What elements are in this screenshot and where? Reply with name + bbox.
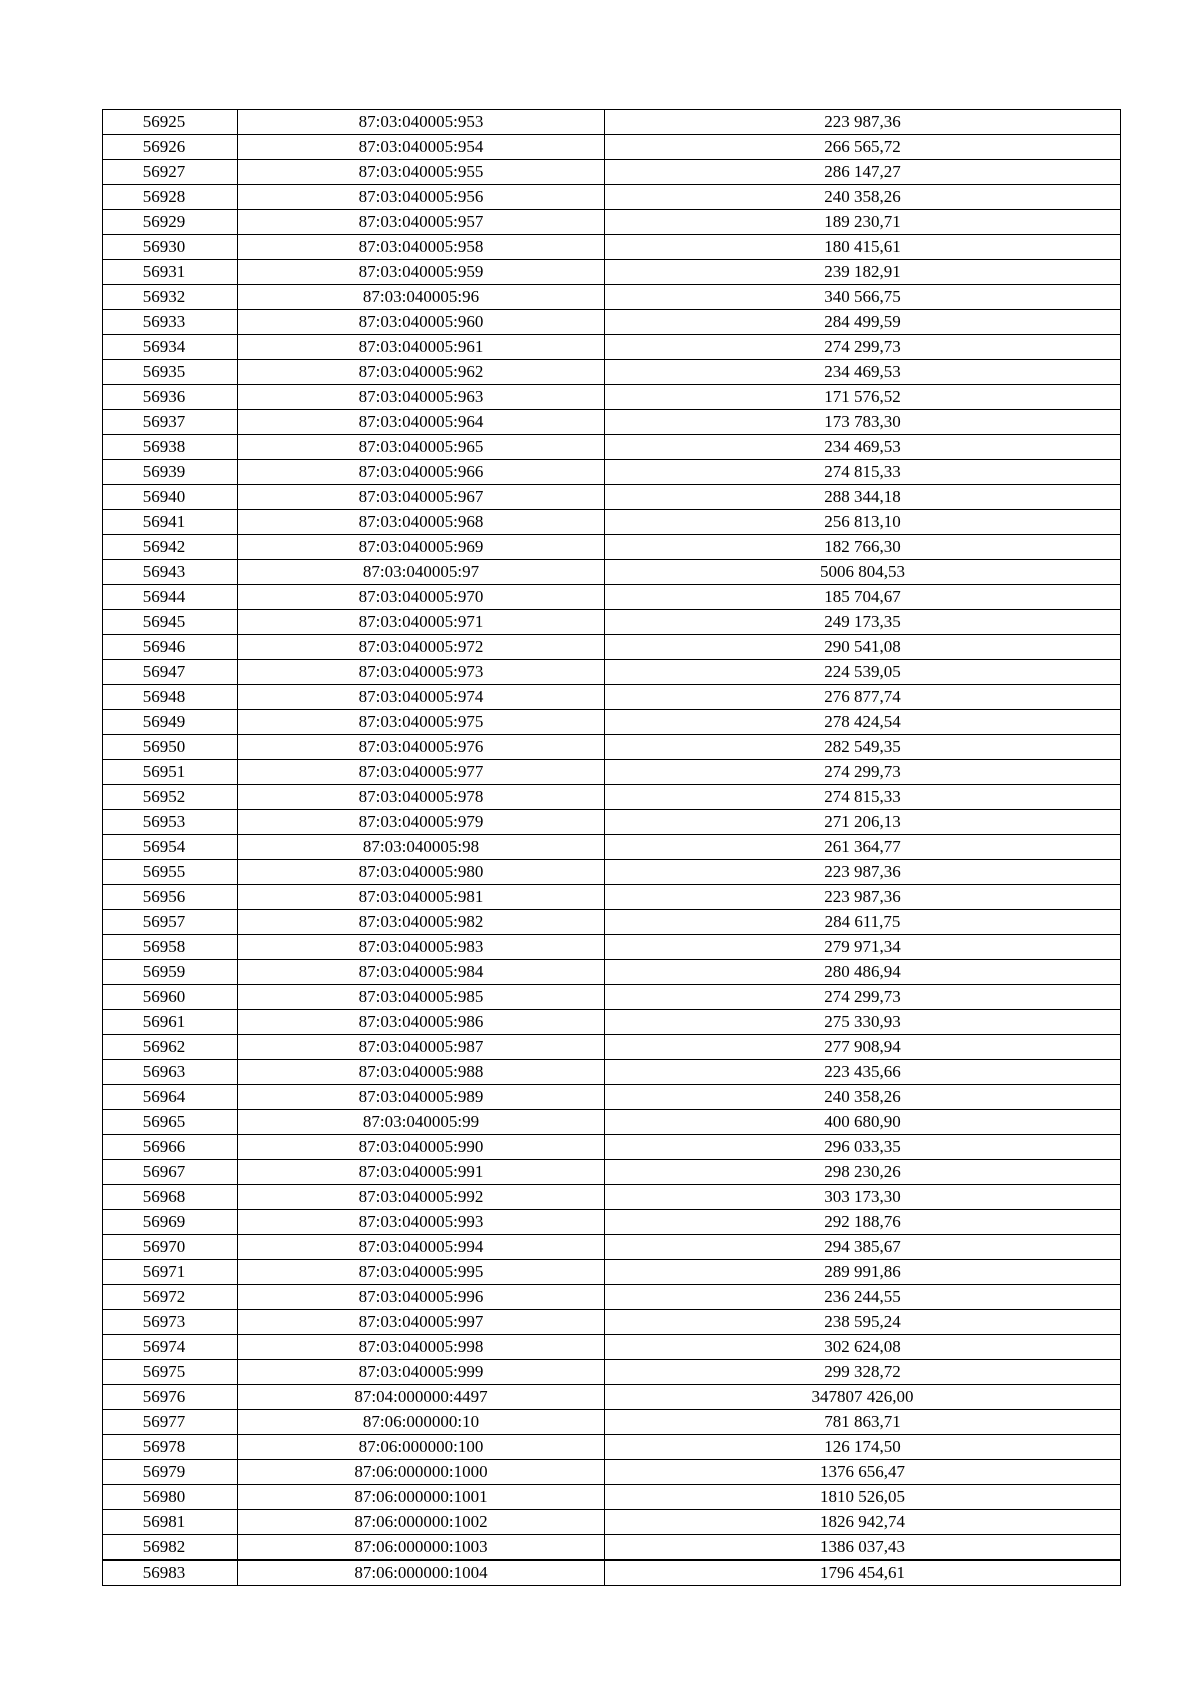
row-number-cell: 56958 <box>103 935 238 960</box>
table-row <box>103 160 1121 185</box>
table-row <box>103 1110 1121 1135</box>
cadastral-value-cell: 289 991,86 <box>605 1260 1121 1285</box>
row-number-cell: 56941 <box>103 510 238 535</box>
cadastral-value-cell: 275 330,93 <box>605 1010 1121 1035</box>
cadastral-number-cell: 87:03:040005:981 <box>238 885 605 910</box>
row-number-cell: 56940 <box>103 485 238 510</box>
cadastral-value-cell: 1826 942,74 <box>605 1510 1121 1535</box>
cadastral-value-cell: 236 244,55 <box>605 1285 1121 1310</box>
cadastral-number-cell: 87:06:000000:100 <box>238 1435 605 1460</box>
table-row <box>103 935 1121 960</box>
cadastral-number-cell: 87:03:040005:974 <box>238 685 605 710</box>
table-row <box>103 610 1121 635</box>
cadastral-value-cell: 239 182,91 <box>605 260 1121 285</box>
row-number-cell: 56951 <box>103 760 238 785</box>
row-number-cell: 56925 <box>103 110 238 135</box>
row-number-cell: 56931 <box>103 260 238 285</box>
row-number-cell: 56935 <box>103 360 238 385</box>
cadastral-number-cell: 87:06:000000:1002 <box>238 1510 605 1535</box>
table-row <box>103 1085 1121 1110</box>
row-number-cell: 56946 <box>103 635 238 660</box>
cadastral-value-cell: 298 230,26 <box>605 1160 1121 1185</box>
cadastral-number-cell: 87:03:040005:962 <box>238 360 605 385</box>
table-row <box>103 1235 1121 1260</box>
table-row <box>103 585 1121 610</box>
cadastral-value-cell: 274 815,33 <box>605 460 1121 485</box>
row-number-cell: 56936 <box>103 385 238 410</box>
cadastral-number-cell: 87:03:040005:960 <box>238 310 605 335</box>
cadastral-number-cell: 87:03:040005:991 <box>238 1160 605 1185</box>
cadastral-number-cell: 87:03:040005:977 <box>238 760 605 785</box>
cadastral-value-cell: 223 987,36 <box>605 860 1121 885</box>
cadastral-value-cell: 296 033,35 <box>605 1135 1121 1160</box>
row-number-cell: 56950 <box>103 735 238 760</box>
table-row <box>103 1460 1121 1485</box>
row-number-cell: 56944 <box>103 585 238 610</box>
cadastral-value-table <box>102 109 1121 1586</box>
table-row <box>103 1010 1121 1035</box>
table-row <box>103 285 1121 310</box>
cadastral-number-cell: 87:06:000000:10 <box>238 1410 605 1435</box>
table-row <box>103 260 1121 285</box>
cadastral-number-cell: 87:03:040005:982 <box>238 910 605 935</box>
row-number-cell: 56943 <box>103 560 238 585</box>
cadastral-value-cell: 224 539,05 <box>605 660 1121 685</box>
cadastral-value-cell: 1386 037,43 <box>605 1535 1121 1561</box>
row-number-cell: 56975 <box>103 1360 238 1385</box>
cadastral-value-cell: 400 680,90 <box>605 1110 1121 1135</box>
table-row <box>103 1485 1121 1510</box>
cadastral-value-cell: 274 299,73 <box>605 335 1121 360</box>
cadastral-value-cell: 277 908,94 <box>605 1035 1121 1060</box>
cadastral-number-cell: 87:03:040005:997 <box>238 1310 605 1335</box>
table-row <box>103 535 1121 560</box>
cadastral-number-cell: 87:03:040005:988 <box>238 1060 605 1085</box>
cadastral-number-cell: 87:03:040005:953 <box>238 110 605 135</box>
cadastral-value-cell: 274 815,33 <box>605 785 1121 810</box>
cadastral-number-cell: 87:03:040005:998 <box>238 1335 605 1360</box>
row-number-cell: 56968 <box>103 1185 238 1210</box>
cadastral-number-cell: 87:03:040005:996 <box>238 1285 605 1310</box>
cadastral-number-cell: 87:06:000000:1000 <box>238 1460 605 1485</box>
row-number-cell: 56955 <box>103 860 238 885</box>
row-number-cell: 56930 <box>103 235 238 260</box>
table-row <box>103 885 1121 910</box>
row-number-cell: 56966 <box>103 1135 238 1160</box>
cadastral-value-cell: 223 435,66 <box>605 1060 1121 1085</box>
cadastral-number-cell: 87:03:040005:97 <box>238 560 605 585</box>
row-number-cell: 56932 <box>103 285 238 310</box>
row-number-cell: 56927 <box>103 160 238 185</box>
cadastral-value-cell: 182 766,30 <box>605 535 1121 560</box>
cadastral-value-cell: 288 344,18 <box>605 485 1121 510</box>
row-number-cell: 56939 <box>103 460 238 485</box>
cadastral-value-cell: 282 549,35 <box>605 735 1121 760</box>
table-row <box>103 235 1121 260</box>
cadastral-number-cell: 87:03:040005:992 <box>238 1185 605 1210</box>
table-row <box>103 735 1121 760</box>
cadastral-value-cell: 280 486,94 <box>605 960 1121 985</box>
row-number-cell: 56954 <box>103 835 238 860</box>
cadastral-value-cell: 279 971,34 <box>605 935 1121 960</box>
row-number-cell: 56976 <box>103 1385 238 1410</box>
cadastral-value-cell: 284 499,59 <box>605 310 1121 335</box>
table-row <box>103 710 1121 735</box>
cadastral-number-cell: 87:03:040005:961 <box>238 335 605 360</box>
table-row <box>103 410 1121 435</box>
row-number-cell: 56969 <box>103 1210 238 1235</box>
table-row <box>103 110 1121 135</box>
cadastral-value-cell: 274 299,73 <box>605 985 1121 1010</box>
row-number-cell: 56961 <box>103 1010 238 1035</box>
row-number-cell: 56953 <box>103 810 238 835</box>
cadastral-value-cell: 1376 656,47 <box>605 1460 1121 1485</box>
table-row <box>103 810 1121 835</box>
table-row <box>103 685 1121 710</box>
cadastral-number-cell: 87:03:040005:964 <box>238 410 605 435</box>
cadastral-value-cell: 266 565,72 <box>605 135 1121 160</box>
cadastral-number-cell: 87:03:040005:990 <box>238 1135 605 1160</box>
cadastral-number-cell: 87:03:040005:999 <box>238 1360 605 1385</box>
row-number-cell: 56956 <box>103 885 238 910</box>
cadastral-value-cell: 1796 454,61 <box>605 1560 1121 1586</box>
row-number-cell: 56981 <box>103 1510 238 1535</box>
cadastral-value-cell: 299 328,72 <box>605 1360 1121 1385</box>
table-row <box>103 135 1121 160</box>
cadastral-value-cell: 261 364,77 <box>605 835 1121 860</box>
row-number-cell: 56945 <box>103 610 238 635</box>
cadastral-value-cell: 189 230,71 <box>605 210 1121 235</box>
cadastral-value-cell: 173 783,30 <box>605 410 1121 435</box>
cadastral-number-cell: 87:03:040005:967 <box>238 485 605 510</box>
row-number-cell: 56960 <box>103 985 238 1010</box>
table-row <box>103 760 1121 785</box>
row-number-cell: 56964 <box>103 1085 238 1110</box>
table-row <box>103 1035 1121 1060</box>
cadastral-value-cell: 234 469,53 <box>605 360 1121 385</box>
table-row <box>103 560 1121 585</box>
cadastral-value-cell: 290 541,08 <box>605 635 1121 660</box>
row-number-cell: 56973 <box>103 1310 238 1335</box>
table-row <box>103 1435 1121 1460</box>
cadastral-number-cell: 87:03:040005:987 <box>238 1035 605 1060</box>
table-row <box>103 210 1121 235</box>
cadastral-value-cell: 271 206,13 <box>605 810 1121 835</box>
cadastral-number-cell: 87:03:040005:969 <box>238 535 605 560</box>
row-number-cell: 56949 <box>103 710 238 735</box>
table-row <box>103 985 1121 1010</box>
table-row <box>103 1335 1121 1360</box>
row-number-cell: 56967 <box>103 1160 238 1185</box>
table-row <box>103 1135 1121 1160</box>
table-row <box>103 660 1121 685</box>
cadastral-number-cell: 87:03:040005:976 <box>238 735 605 760</box>
cadastral-value-cell: 276 877,74 <box>605 685 1121 710</box>
cadastral-number-cell: 87:03:040005:99 <box>238 1110 605 1135</box>
table-body <box>103 110 1121 1586</box>
cadastral-value-cell: 240 358,26 <box>605 1085 1121 1110</box>
table-row <box>103 1210 1121 1235</box>
row-number-cell: 56963 <box>103 1060 238 1085</box>
cadastral-number-cell: 87:03:040005:959 <box>238 260 605 285</box>
cadastral-value-cell: 284 611,75 <box>605 910 1121 935</box>
cadastral-number-cell: 87:03:040005:98 <box>238 835 605 860</box>
table-row <box>103 1510 1121 1535</box>
table-row <box>103 310 1121 335</box>
cadastral-number-cell: 87:03:040005:980 <box>238 860 605 885</box>
table-row <box>103 910 1121 935</box>
row-number-cell: 56933 <box>103 310 238 335</box>
cadastral-value-cell: 5006 804,53 <box>605 560 1121 585</box>
row-number-cell: 56942 <box>103 535 238 560</box>
row-number-cell: 56938 <box>103 435 238 460</box>
table-row <box>103 360 1121 385</box>
row-number-cell: 56977 <box>103 1410 238 1435</box>
cadastral-number-cell: 87:03:040005:956 <box>238 185 605 210</box>
table-row <box>103 1060 1121 1085</box>
cadastral-number-cell: 87:03:040005:965 <box>238 435 605 460</box>
cadastral-number-cell: 87:03:040005:955 <box>238 160 605 185</box>
row-number-cell: 56952 <box>103 785 238 810</box>
table-row <box>103 335 1121 360</box>
cadastral-value-cell: 240 358,26 <box>605 185 1121 210</box>
table-row <box>103 635 1121 660</box>
cadastral-number-cell: 87:06:000000:1004 <box>238 1560 605 1586</box>
row-number-cell: 56928 <box>103 185 238 210</box>
cadastral-value-cell: 180 415,61 <box>605 235 1121 260</box>
row-number-cell: 56962 <box>103 1035 238 1060</box>
cadastral-number-cell: 87:03:040005:995 <box>238 1260 605 1285</box>
cadastral-number-cell: 87:03:040005:993 <box>238 1210 605 1235</box>
cadastral-number-cell: 87:03:040005:979 <box>238 810 605 835</box>
cadastral-number-cell: 87:03:040005:994 <box>238 1235 605 1260</box>
cadastral-value-cell: 1810 526,05 <box>605 1485 1121 1510</box>
cadastral-value-cell: 340 566,75 <box>605 285 1121 310</box>
table-row <box>103 785 1121 810</box>
cadastral-number-cell: 87:03:040005:966 <box>238 460 605 485</box>
cadastral-number-cell: 87:03:040005:972 <box>238 635 605 660</box>
row-number-cell: 56959 <box>103 960 238 985</box>
table-row <box>103 435 1121 460</box>
row-number-cell: 56971 <box>103 1260 238 1285</box>
cadastral-number-cell: 87:03:040005:975 <box>238 710 605 735</box>
row-number-cell: 56926 <box>103 135 238 160</box>
table-row <box>103 460 1121 485</box>
table-row <box>103 510 1121 535</box>
table-row <box>103 1160 1121 1185</box>
row-number-cell: 56974 <box>103 1335 238 1360</box>
cadastral-value-cell: 278 424,54 <box>605 710 1121 735</box>
cadastral-number-cell: 87:03:040005:96 <box>238 285 605 310</box>
cadastral-value-cell: 347807 426,00 <box>605 1385 1121 1410</box>
table-row <box>103 835 1121 860</box>
table-row <box>103 385 1121 410</box>
cadastral-number-cell: 87:03:040005:954 <box>238 135 605 160</box>
cadastral-number-cell: 87:03:040005:989 <box>238 1085 605 1110</box>
cadastral-value-cell: 223 987,36 <box>605 885 1121 910</box>
row-number-cell: 56980 <box>103 1485 238 1510</box>
table-row <box>103 1285 1121 1310</box>
cadastral-value-cell: 303 173,30 <box>605 1185 1121 1210</box>
table-row <box>103 1260 1121 1285</box>
cadastral-number-cell: 87:03:040005:986 <box>238 1010 605 1035</box>
cadastral-number-cell: 87:03:040005:983 <box>238 935 605 960</box>
cadastral-number-cell: 87:06:000000:1003 <box>238 1535 605 1561</box>
cadastral-value-cell: 294 385,67 <box>605 1235 1121 1260</box>
cadastral-value-cell: 171 576,52 <box>605 385 1121 410</box>
table-row <box>103 1535 1121 1561</box>
cadastral-value-cell: 234 469,53 <box>605 435 1121 460</box>
cadastral-value-cell: 274 299,73 <box>605 760 1121 785</box>
row-number-cell: 56929 <box>103 210 238 235</box>
row-number-cell: 56979 <box>103 1460 238 1485</box>
cadastral-number-cell: 87:03:040005:971 <box>238 610 605 635</box>
cadastral-value-cell: 126 174,50 <box>605 1435 1121 1460</box>
row-number-cell: 56983 <box>103 1560 238 1586</box>
cadastral-value-cell: 185 704,67 <box>605 585 1121 610</box>
cadastral-value-cell: 256 813,10 <box>605 510 1121 535</box>
cadastral-number-cell: 87:03:040005:957 <box>238 210 605 235</box>
cadastral-number-cell: 87:04:000000:4497 <box>238 1385 605 1410</box>
cadastral-value-cell: 249 173,35 <box>605 610 1121 635</box>
table-row <box>103 1185 1121 1210</box>
table-row <box>103 1310 1121 1335</box>
table-row <box>103 185 1121 210</box>
table-row <box>103 1560 1121 1586</box>
row-number-cell: 56965 <box>103 1110 238 1135</box>
table-row <box>103 960 1121 985</box>
cadastral-value-cell: 223 987,36 <box>605 110 1121 135</box>
cadastral-number-cell: 87:03:040005:984 <box>238 960 605 985</box>
cadastral-number-cell: 87:03:040005:958 <box>238 235 605 260</box>
table-row <box>103 485 1121 510</box>
table-row <box>103 1410 1121 1435</box>
row-number-cell: 56970 <box>103 1235 238 1260</box>
cadastral-value-cell: 292 188,76 <box>605 1210 1121 1235</box>
cadastral-number-cell: 87:03:040005:970 <box>238 585 605 610</box>
cadastral-number-cell: 87:03:040005:973 <box>238 660 605 685</box>
table-row <box>103 1385 1121 1410</box>
row-number-cell: 56947 <box>103 660 238 685</box>
table-row <box>103 860 1121 885</box>
cadastral-value-cell: 781 863,71 <box>605 1410 1121 1435</box>
cadastral-value-cell: 302 624,08 <box>605 1335 1121 1360</box>
cadastral-number-cell: 87:03:040005:963 <box>238 385 605 410</box>
row-number-cell: 56982 <box>103 1535 238 1561</box>
cadastral-value-cell: 238 595,24 <box>605 1310 1121 1335</box>
row-number-cell: 56957 <box>103 910 238 935</box>
row-number-cell: 56948 <box>103 685 238 710</box>
row-number-cell: 56937 <box>103 410 238 435</box>
cadastral-number-cell: 87:03:040005:968 <box>238 510 605 535</box>
cadastral-number-cell: 87:06:000000:1001 <box>238 1485 605 1510</box>
table-row <box>103 1360 1121 1385</box>
row-number-cell: 56972 <box>103 1285 238 1310</box>
cadastral-number-cell: 87:03:040005:985 <box>238 985 605 1010</box>
cadastral-value-cell: 286 147,27 <box>605 160 1121 185</box>
row-number-cell: 56934 <box>103 335 238 360</box>
row-number-cell: 56978 <box>103 1435 238 1460</box>
cadastral-number-cell: 87:03:040005:978 <box>238 785 605 810</box>
